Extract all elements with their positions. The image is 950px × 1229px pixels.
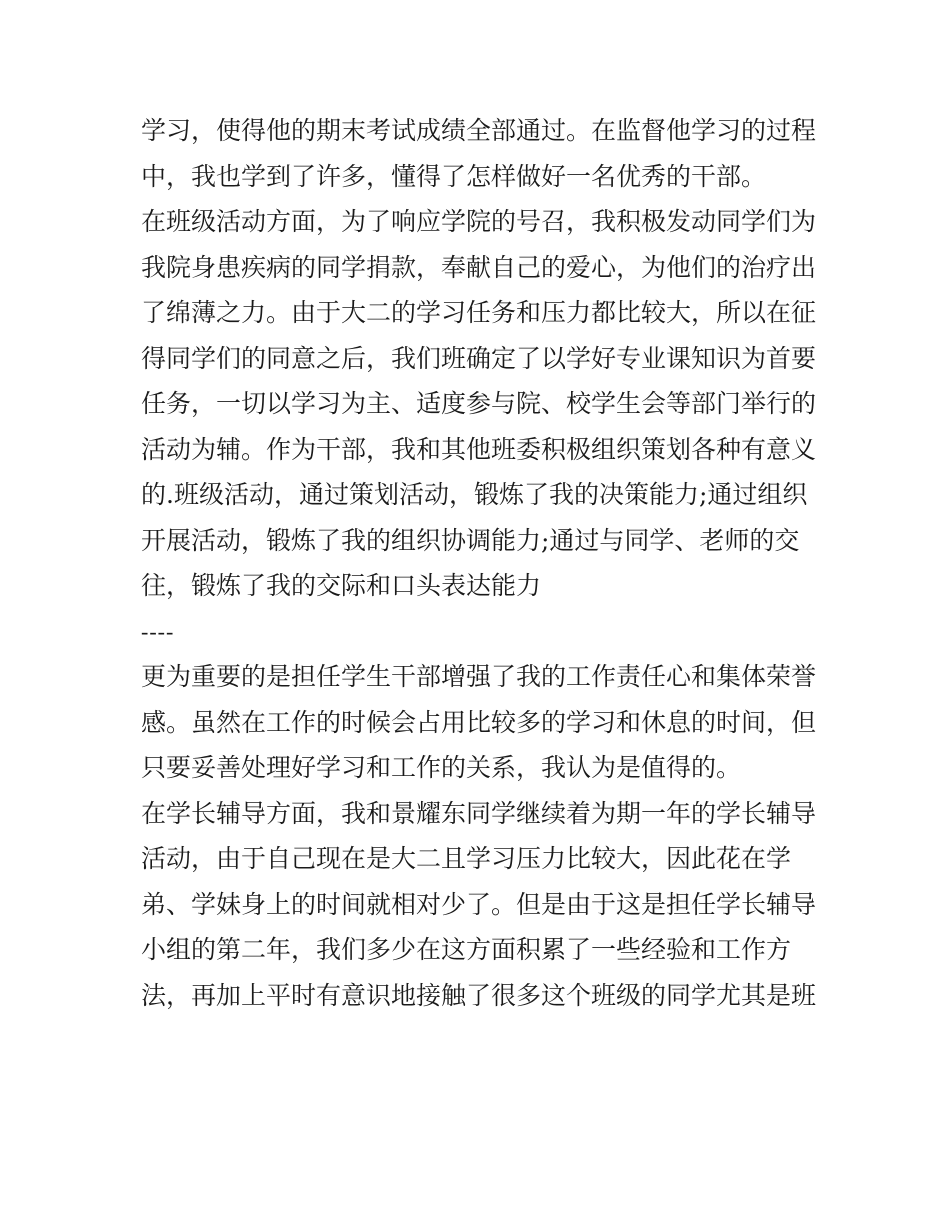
text-line: 任务，一切以学习为主、适度参与院、校学生会等部门举行的 bbox=[141, 389, 817, 418]
text-line: 更为重要的是担任学生干部增强了我的工作责任心和集体荣誉 bbox=[141, 662, 817, 691]
text-line: 活动，由于自己现在是大二且学习压力比较大，因此花在学 bbox=[141, 844, 792, 873]
text-line: 感。虽然在工作的时候会占用比较多的学习和休息的时间，但 bbox=[141, 707, 817, 737]
text-line: 法，再加上平时有意识地接触了很多这个班级的同学尤其是班 bbox=[141, 980, 817, 1010]
text-line: 得同学们的同意之后，我们班确定了以学好专业课知识为首要 bbox=[141, 343, 817, 373]
text-line: 活动为辅。作为干部，我和其他班委积极组织策划各种有意义 bbox=[141, 434, 817, 464]
document-body bbox=[141, 108, 817, 1018]
text-line: 弟、学妹身上的时间就相对少了。但是由于这是担任学长辅导 bbox=[141, 889, 817, 919]
text-line: 在班级活动方面，为了响应学院的号召，我积极发动同学们为 bbox=[141, 207, 817, 236]
text-line: 中，我也学到了许多，懂得了怎样做好一名优秀的干部。 bbox=[141, 161, 767, 191]
text-line: 我院身患疾病的同学捐款，奉献自己的爱心，为他们的治疗出 bbox=[141, 252, 817, 282]
text-line: 开展活动，锻炼了我的组织协调能力;通过与同学、老师的交 bbox=[141, 525, 800, 555]
text-line: 只要妥善处理好学习和工作的关系，我认为是值得的。 bbox=[141, 753, 742, 782]
text-line: 在学长辅导方面，我和景耀东同学继续着为期一年的学长辅导 bbox=[141, 798, 817, 828]
text-line: 往，锻炼了我的交际和口头表达能力 bbox=[141, 571, 542, 600]
separator-line: ---- bbox=[141, 618, 175, 644]
text-line: 了绵薄之力。由于大二的学习任务和压力都比较大，所以在征 bbox=[141, 298, 817, 327]
text-line: 小组的第二年，我们多少在这方面积累了一些经验和工作方 bbox=[141, 935, 792, 964]
text-line: 学习，使得他的期末考试成绩全部通过。在监督他学习的过程 bbox=[141, 116, 817, 145]
text-line: 的.班级活动，通过策划活动，锻炼了我的决策能力;通过组织 bbox=[141, 480, 808, 509]
